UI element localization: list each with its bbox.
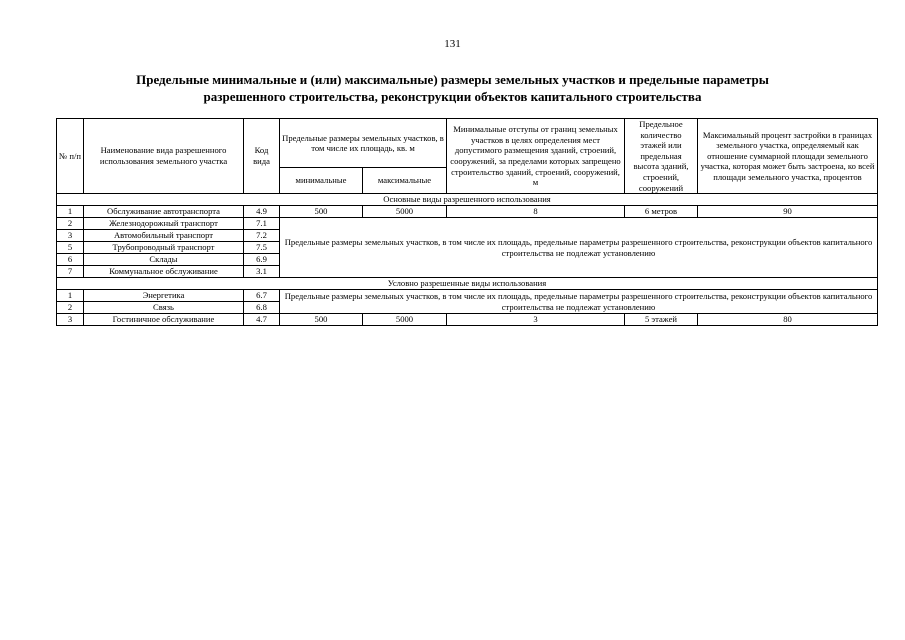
row-code: 4.7 — [244, 314, 280, 326]
row-max: 5000 — [363, 314, 447, 326]
page-number: 131 — [444, 38, 461, 50]
section-title: Основные виды разрешенного использования — [57, 194, 878, 206]
table-row — [57, 290, 878, 302]
row-max: 5000 — [363, 206, 447, 218]
title-line-2: разрешенного строительства, реконструкции объектов капитального строительства — [203, 89, 702, 104]
row-code: 6.7 — [244, 290, 280, 302]
header-min: минимальные — [280, 168, 363, 194]
row-num: 1 — [57, 290, 84, 302]
row-code: 4.9 — [244, 206, 280, 218]
not-applicable-note: Предельные размеры земельных участков, в том числе их площадь, предельные параметры разрешенного строительства, реконструкции объектов капитального строительства не подлежат установлению — [280, 218, 878, 278]
header-name: Наименование вида разрешенного использования земельного участка — [84, 119, 244, 194]
row-name: Автомобильный транспорт — [84, 230, 244, 242]
document-title — [60, 71, 845, 105]
row-num: 3 — [57, 230, 84, 242]
row-name: Связь — [84, 302, 244, 314]
row-floors: 6 метров — [625, 206, 698, 218]
row-code: 6.9 — [244, 254, 280, 266]
row-num: 6 — [57, 254, 84, 266]
table-row — [57, 218, 878, 230]
row-code: 7.1 — [244, 218, 280, 230]
row-name: Гостиничное обслуживание — [84, 314, 244, 326]
header-sizes: Предельные размеры земельных участков, в том числе их площадь, кв. м — [280, 119, 447, 168]
row-name: Энергетика — [84, 290, 244, 302]
table-row — [57, 206, 878, 218]
row-code: 6.8 — [244, 302, 280, 314]
row-num: 2 — [57, 302, 84, 314]
section-row-conditional — [57, 278, 878, 290]
table-row — [57, 314, 878, 326]
row-name: Склады — [84, 254, 244, 266]
header-max: максимальные — [363, 168, 447, 194]
section-row-main — [57, 194, 878, 206]
row-coverage: 90 — [698, 206, 878, 218]
row-num: 5 — [57, 242, 84, 254]
header-coverage: Максимальный процент застройки в границах земельного участка, определяемый как отношение суммарной площади земельного участка, которая может быть застроена, ко всей площади земельного участка, процентов — [698, 119, 878, 194]
row-name: Обслуживание автотранспорта — [84, 206, 244, 218]
row-coverage: 80 — [698, 314, 878, 326]
row-setback: 3 — [447, 314, 625, 326]
row-floors: 5 этажей — [625, 314, 698, 326]
row-name: Коммунальное обслуживание — [84, 266, 244, 278]
header-setbacks: Минимальные отступы от границ земельных участков в целях определения мест допустимого размещения зданий, строений, сооружений, за пределами которых запрещено строительство зданий, строений, сооружений, м — [447, 119, 625, 194]
row-name: Трубопроводный транспорт — [84, 242, 244, 254]
row-name: Железнодорожный транспорт — [84, 218, 244, 230]
row-min: 500 — [280, 206, 363, 218]
header-code: Код вида — [244, 119, 280, 194]
header-num: № п/п — [57, 119, 84, 194]
row-setback: 8 — [447, 206, 625, 218]
header-floors: Предельное количество этажей или предельная высота зданий, строений, сооружений — [625, 119, 698, 194]
not-applicable-note: Предельные размеры земельных участков, в том числе их площадь, предельные параметры разрешенного строительства, реконструкции объектов капитального строительства не подлежат установлению — [280, 290, 878, 314]
row-code: 7.2 — [244, 230, 280, 242]
row-num: 2 — [57, 218, 84, 230]
row-code: 3.1 — [244, 266, 280, 278]
section-title: Условно разрешенные виды использования — [57, 278, 878, 290]
title-line-1: Предельные минимальные и (или) максимальные) размеры земельных участков и предельные параметры — [136, 72, 769, 87]
row-num: 3 — [57, 314, 84, 326]
land-parameters-table — [56, 118, 878, 326]
row-code: 7.5 — [244, 242, 280, 254]
row-num: 7 — [57, 266, 84, 278]
row-min: 500 — [280, 314, 363, 326]
row-num: 1 — [57, 206, 84, 218]
